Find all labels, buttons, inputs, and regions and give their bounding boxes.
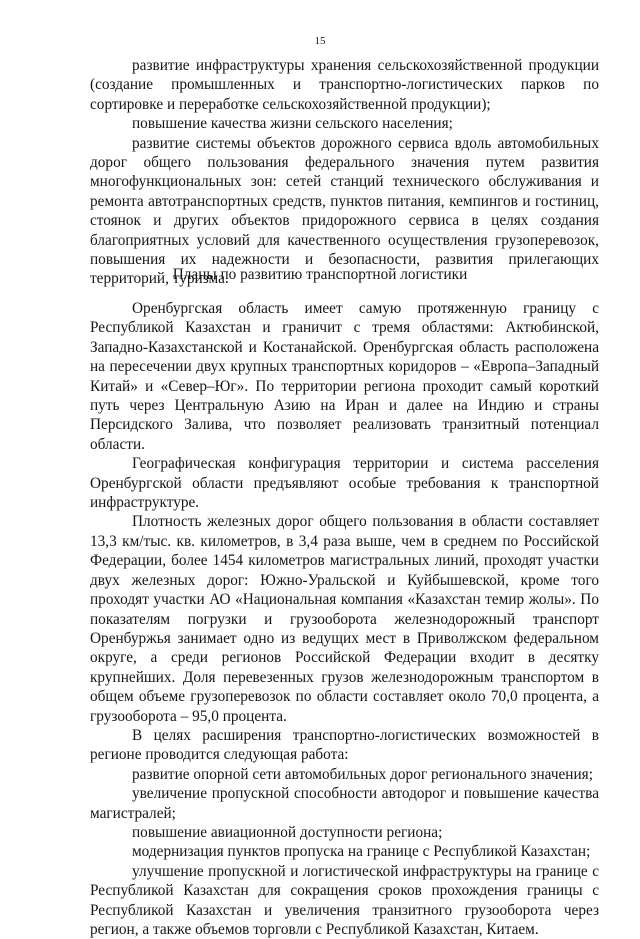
list-item: увеличение пропускной способности автодорог и повышение качества магистралей;	[90, 785, 599, 822]
main-text-block	[90, 299, 599, 939]
paragraph: развитие инфраструктуры хранения сельскохозяйственной продукции (создание промышленных и транспортно-логистических парков по сортировке и переработке сельскохозяйственной продукции);	[90, 57, 599, 113]
paragraph: Географическая конфигурация территории и система расселения Оренбургской области предъявляют особые требования к транспортной инфраструктуре.	[90, 455, 599, 512]
section-heading: Планы по развитию транспортной логистики	[172, 266, 468, 283]
list-item: развитие опорной сети автомобильных дорог регионального значения;	[132, 765, 593, 783]
paragraph: Плотность железных дорог общего пользования в области составляет 13,3 км/тыс. кв. километров, в 3,4 раза выше, чем в среднем по Российской Федерации, более 1454 километров магистральных линий, проходят участки двух железных дорог: Южно-Уральской и Куйбышевской, кроме того проходят участки АО «Национальная компания «Казахстан темир жолы». По показателям погрузки и грузооборота железнодорожный транспорт Оренбуржья занимает одно из ведущих мест в Приволжском федеральном округе, а среди регионов Российской Федерации входит в десятку крупнейших. Доля перевезенных грузов железнодорожным транспортом в общем объеме грузоперевозок по области составляет около 70,0 процента, а грузооборота – 95,0 процента.	[90, 513, 599, 725]
list-item: модернизация пунктов пропуска на границе с Республикой Казахстан;	[132, 843, 591, 861]
paragraph: развитие системы объектов дорожного сервиса вдоль автомобильных дорог общего пользования федерального значения путем развития многофункциональных зон: сетей станций технического обслуживания и ремонта автотранспортных средств, пунктов питания, кемпингов и гостиниц, стоянок и других объектов придорожного сервиса в целях создания благоприятных условий для качественного осуществления грузоперевозок, повышения их надежности и безопасности, развития прилегающих территорий, туризма.	[90, 134, 599, 288]
top-text-block	[90, 56, 599, 289]
list-item: улучшение пропускной и логистической инфраструктуры на границе с Республикой Казахстан для сокращения сроков прохождения границы с Республикой Казахстан и увеличения транзитного грузооборота через регион, а также объемов торговли с Республикой Казахстан, Китаем.	[90, 862, 599, 938]
paragraph: В целях расширения транспортно-логистических возможностей в регионе проводится следующая работа:	[90, 726, 599, 764]
page-number: 15	[314, 35, 326, 47]
paragraph: Оренбургская область имеет самую протяженную границу с Республикой Казахстан и граничит с тремя областями: Актюбинской, Западно-Казахстанской и Костанайской. Оренбургская область расположена на пересечении двух крупных транспортных коридоров – «Европа–Западный Китай» и «Север–Юг». По территории региона проходит самый короткий путь через Центральную Азию на Иран и далее на Индию и страны Персидского Залива, что позволяет реализовать транзитный потенциал области.	[90, 300, 599, 453]
paragraph: повышение качества жизни сельского населения;	[132, 115, 453, 133]
list-item: повышение авиационной доступности региона;	[132, 823, 443, 841]
